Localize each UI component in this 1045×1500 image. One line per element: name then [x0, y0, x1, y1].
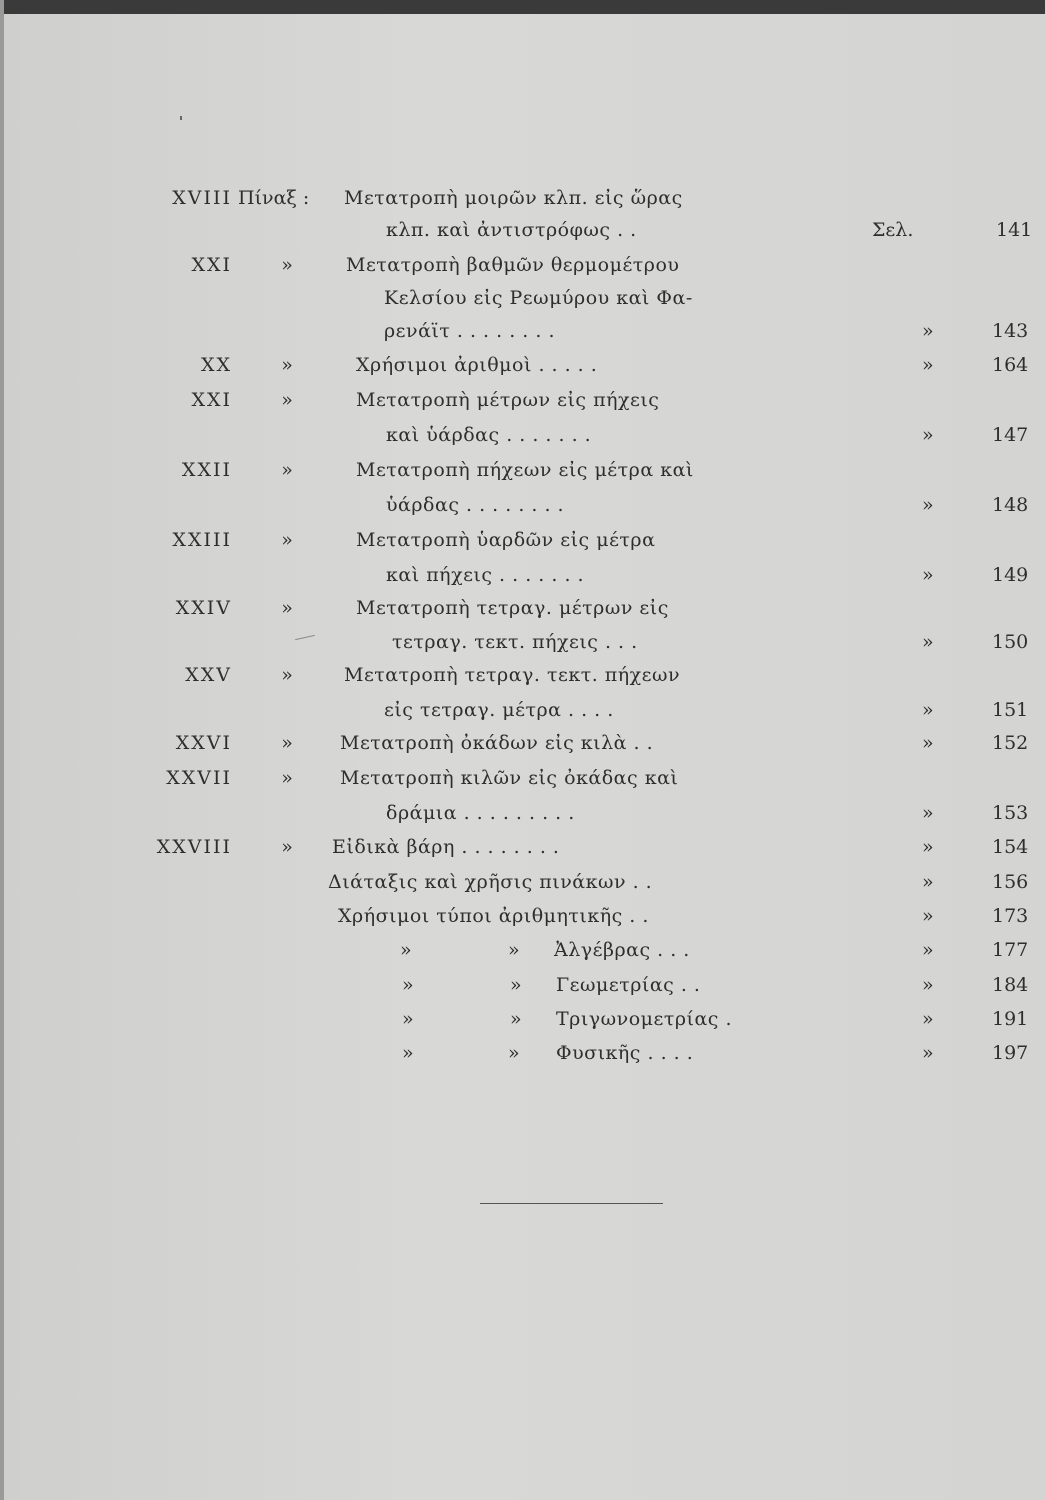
ditto-mark: »	[922, 1042, 934, 1064]
page-number: 149	[992, 564, 1029, 586]
ditto-mark: »	[922, 871, 934, 893]
toc-line	[0, 385, 1045, 415]
ditto-mark: »	[281, 389, 293, 411]
toc-line	[0, 183, 1045, 213]
table-number: XXVI	[175, 732, 232, 754]
ditto-mark: »	[281, 354, 293, 376]
table-number: XXIII	[172, 529, 232, 551]
toc-line	[0, 1004, 1045, 1034]
page-number: 177	[992, 939, 1029, 961]
toc-line	[0, 970, 1045, 1000]
ditto-mark: »	[922, 802, 934, 824]
entry-title: τετραγ. τεκτ. πήχεις . . .	[392, 631, 638, 653]
ditto-mark: »	[922, 905, 934, 927]
page-number: 150	[992, 631, 1029, 653]
page-number: 141	[996, 219, 1033, 241]
toc-line	[0, 798, 1045, 828]
page-abbrev: Σελ.	[872, 219, 914, 241]
ditto-mark: »	[922, 732, 934, 754]
page-number: 154	[992, 836, 1029, 858]
table-number: XXII	[181, 459, 232, 481]
entry-title: δράμια . . . . . . . . .	[386, 802, 575, 824]
ditto-mark: »	[402, 1042, 414, 1064]
ditto-mark: »	[508, 939, 520, 961]
table-number: XXVII	[166, 767, 232, 789]
page-number: 148	[992, 494, 1029, 516]
entry-title: Μετατροπὴ ὀκάδων εἰς κιλὰ . .	[340, 732, 654, 754]
toc-line	[0, 490, 1045, 520]
entry-title: Φυσικῆς . . . .	[556, 1042, 694, 1064]
toc-line	[0, 250, 1045, 280]
ditto-mark: »	[922, 320, 934, 342]
toc-line	[0, 593, 1045, 623]
table-label: Πίναξ :	[238, 187, 310, 209]
toc-line	[0, 455, 1045, 485]
toc-line	[0, 832, 1045, 862]
entry-title: Διάταξις καὶ χρῆσις πινάκων . .	[328, 871, 653, 893]
ditto-mark: »	[922, 564, 934, 586]
ditto-mark: »	[922, 494, 934, 516]
ditto-mark: »	[922, 1008, 934, 1030]
ditto-mark: »	[922, 424, 934, 446]
entry-title: ὑάρδας . . . . . . . .	[386, 494, 565, 516]
page-number: 197	[992, 1042, 1029, 1064]
ditto-mark: »	[281, 459, 293, 481]
entry-title: Μετατροπὴ κιλῶν εἰς ὀκάδας καὶ	[340, 767, 679, 789]
page-number: 143	[992, 320, 1029, 342]
ditto-mark: »	[922, 836, 934, 858]
entry-title: Μετατροπὴ τετραγ. τεκτ. πήχεων	[344, 664, 681, 686]
entry-title: Μετατροπὴ μοιρῶν κλπ. εἰς ὥρας	[344, 187, 683, 209]
table-number: XXV	[185, 664, 232, 686]
ditto-mark: »	[402, 974, 414, 996]
toc-line	[0, 935, 1045, 965]
entry-title: Μετατροπὴ βαθμῶν θερμομέτρου	[346, 254, 680, 276]
ditto-mark: »	[281, 732, 293, 754]
ditto-mark: »	[922, 974, 934, 996]
entry-title: Χρήσιμοι τύποι ἀριθμητικῆς . .	[338, 905, 649, 927]
toc-line	[0, 525, 1045, 555]
toc-line	[0, 660, 1045, 690]
page-number: 156	[992, 871, 1029, 893]
table-number: XVIII	[172, 187, 232, 209]
toc-line	[0, 728, 1045, 758]
scan-top-edge	[0, 0, 1045, 14]
toc-line	[0, 1038, 1045, 1068]
entry-title: Γεωμετρίας . .	[556, 974, 701, 996]
ditto-mark: »	[922, 699, 934, 721]
entry-title: Μετατροπὴ τετραγ. μέτρων εἰς	[356, 597, 669, 619]
ditto-mark: »	[281, 836, 293, 858]
ditto-mark: »	[281, 767, 293, 789]
entry-title: Τριγωνομετρίας .	[556, 1008, 733, 1030]
entry-title: Μετατροπὴ ὑαρδῶν εἰς μέτρα	[356, 529, 656, 551]
page-number: 152	[992, 732, 1029, 754]
toc-line	[0, 420, 1045, 450]
entry-title: καὶ ὑάρδας . . . . . . .	[386, 424, 592, 446]
page-number: 153	[992, 802, 1029, 824]
toc-line	[0, 283, 1045, 313]
toc-line	[0, 901, 1045, 931]
entry-title: κλπ. καὶ ἀντιστρόφως . .	[386, 219, 637, 241]
toc-line	[0, 560, 1045, 590]
entry-title: Ἀλγέβρας . . .	[554, 939, 690, 961]
ditto-mark: »	[281, 664, 293, 686]
toc-line	[0, 350, 1045, 380]
ditto-mark: »	[281, 597, 293, 619]
page-number: 147	[992, 424, 1029, 446]
ditto-mark: »	[400, 939, 412, 961]
ink-speck	[180, 116, 182, 120]
entry-title: Μετατροπὴ πήχεων εἰς μέτρα καὶ	[356, 459, 694, 481]
ditto-mark: »	[281, 254, 293, 276]
page-number: 151	[992, 699, 1029, 721]
ditto-mark: »	[510, 974, 522, 996]
closing-rule	[480, 1203, 663, 1204]
ditto-mark: »	[402, 1008, 414, 1030]
table-number: XX	[200, 354, 232, 376]
entry-title: καὶ πήχεις . . . . . . .	[386, 564, 585, 586]
page-number: 173	[992, 905, 1029, 927]
toc-line	[0, 695, 1045, 725]
table-number: XXI	[191, 389, 232, 411]
toc-line	[0, 215, 1045, 245]
ditto-mark: »	[922, 939, 934, 961]
page-number: 164	[992, 354, 1029, 376]
ditto-mark: »	[281, 529, 293, 551]
table-number: XXVIII	[156, 836, 232, 858]
toc-line	[0, 316, 1045, 346]
ditto-mark: »	[922, 354, 934, 376]
ditto-mark: »	[510, 1008, 522, 1030]
entry-title: Εἰδικὰ βάρη . . . . . . . .	[332, 836, 560, 858]
entry-title: ρενάϊτ . . . . . . . .	[384, 320, 555, 342]
entry-title: Μετατροπὴ μέτρων εἰς πήχεις	[356, 389, 660, 411]
table-number: XXIV	[175, 597, 232, 619]
entry-title: Χρήσιμοι ἀριθμοὶ . . . . .	[356, 354, 598, 376]
ditto-mark: »	[508, 1042, 520, 1064]
entry-title: Κελσίου εἰς Ρεωμύρου καὶ Φα-	[384, 287, 693, 309]
page-number: 184	[992, 974, 1029, 996]
entry-title: εἰς τετραγ. μέτρα . . . .	[384, 699, 614, 721]
table-number: XXI	[191, 254, 232, 276]
ditto-mark: »	[922, 631, 934, 653]
toc-line	[0, 627, 1045, 657]
toc-line	[0, 763, 1045, 793]
toc-line	[0, 867, 1045, 897]
page-number: 191	[992, 1008, 1029, 1030]
